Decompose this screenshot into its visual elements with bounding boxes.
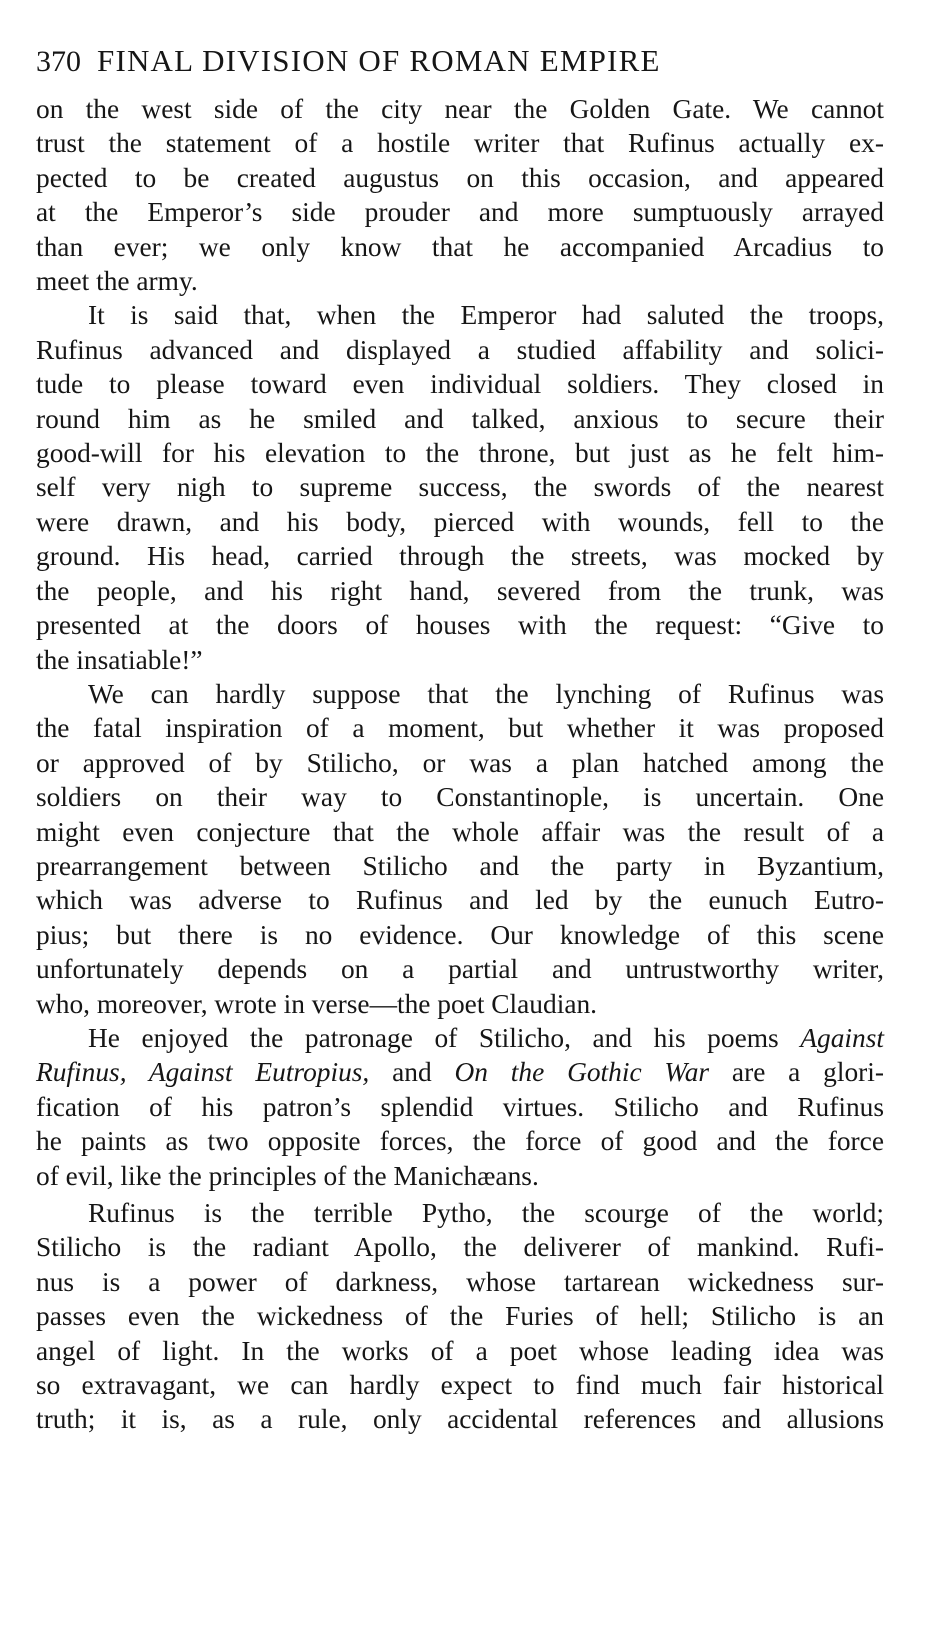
text-line: angel of light. In the works of a poet whose leading idea was — [36, 1335, 884, 1366]
text-line: who, moreover, wrote in verse—the poet Claudian. — [36, 988, 598, 1019]
book-page — [36, 30, 884, 1437]
text-line — [36, 1055, 884, 1089]
text-line: the people, and his right hand, severed from the trunk, was — [36, 575, 884, 606]
text-line: or approved of by Stilicho, or was a plan hatched among the — [36, 747, 884, 778]
text-line: which was adverse to Rufinus and led by the eunuch Eutro- — [36, 885, 884, 916]
text-line: round him as he smiled and talked, anxious to secure their — [36, 403, 884, 434]
paragraph-3 — [36, 677, 884, 1021]
book-title-italic: Against — [800, 1022, 884, 1053]
text-line: on the west side of the city near the Golden Gate. We cannot — [36, 94, 884, 124]
text-run: He enjoyed the patronage of Stilicho, and his poems — [88, 1022, 801, 1053]
text-line: presented at the doors of houses with the request: “Give to — [36, 610, 884, 641]
text-line: at the Emperor’s side prouder and more sumptuously arrayed — [36, 197, 884, 228]
text-line: truth; it is, as a rule, only accidental references and allusions — [36, 1404, 884, 1435]
text-line — [36, 1021, 884, 1055]
text-line: passes even the wickedness of the Furies of hell; Stilicho is an — [36, 1301, 884, 1332]
text-line: Rufinus is the terrible Pytho, the scourge of the world; — [88, 1198, 884, 1228]
text-line: prearrangement between Stilicho and the party in Byzantium, — [36, 850, 884, 881]
running-head — [36, 30, 884, 92]
running-title: FINAL DIVISION OF ROMAN EMPIRE — [97, 43, 661, 78]
text-line: good-will for his elevation to the throne, but just as he felt him- — [36, 438, 884, 469]
text-line: tude to please toward even individual soldiers. They closed in — [36, 369, 884, 400]
text-line: Stilicho is the radiant Apollo, the deliverer of mankind. Rufi- — [36, 1232, 884, 1263]
page-number: 370 — [36, 45, 81, 78]
text-line: were drawn, and his body, pierced with wounds, fell to the — [36, 506, 884, 537]
book-title-italic: On the Gothic War — [454, 1057, 710, 1088]
text-line: the fatal inspiration of a moment, but whether it was proposed — [36, 713, 884, 744]
text-line: pius; but there is no evidence. Our knowledge of this scene — [36, 919, 884, 950]
paragraph-4 — [36, 1021, 884, 1193]
text-line: soldiers on their way to Constantinople, is uncertain. One — [36, 782, 884, 813]
text-line: fication of his patron’s splendid virtues. Stilicho and Rufinus — [36, 1091, 884, 1122]
text-line: of evil, like the principles of the Manichæans. — [36, 1160, 539, 1191]
text-run: are a glori- — [709, 1057, 885, 1088]
text-line: trust the statement of a hostile writer that Rufinus actually ex- — [36, 128, 884, 159]
paragraph-5 — [36, 1196, 884, 1437]
book-title-italic: Rufinus, Against Eutropius, — [36, 1057, 370, 1088]
text-line: so extravagant, we can hardly expect to find much fair historical — [36, 1370, 884, 1401]
text-line: meet the army. — [36, 266, 198, 297]
text-line: self very nigh to supreme success, the swords of the nearest — [36, 472, 884, 503]
text-line: pected to be created augustus on this occasion, and appeared — [36, 162, 884, 193]
paragraph-2 — [36, 298, 884, 676]
text-line: might even conjecture that the whole affair was the result of a — [36, 816, 884, 847]
text-line: unfortunately depends on a partial and untrustworthy writer, — [36, 954, 884, 985]
text-line: It is said that, when the Emperor had saluted the troops, — [88, 300, 884, 331]
text-line: he paints as two opposite forces, the force of good and the force — [36, 1126, 884, 1157]
text-line: Rufinus advanced and displayed a studied affability and solici- — [36, 334, 884, 365]
text-line: We can hardly suppose that the lynching of Rufinus was — [88, 678, 884, 709]
paragraph-1 — [36, 92, 884, 298]
body-text — [36, 92, 884, 1437]
text-line: ground. His head, carried through the streets, was mocked by — [36, 541, 884, 572]
text-line: than ever; we only know that he accompanied Arcadius to — [36, 231, 884, 262]
text-run: and — [369, 1057, 455, 1088]
text-line: nus is a power of darkness, whose tartarean wickedness sur- — [36, 1266, 884, 1297]
text-line: the insatiable!” — [36, 644, 203, 675]
